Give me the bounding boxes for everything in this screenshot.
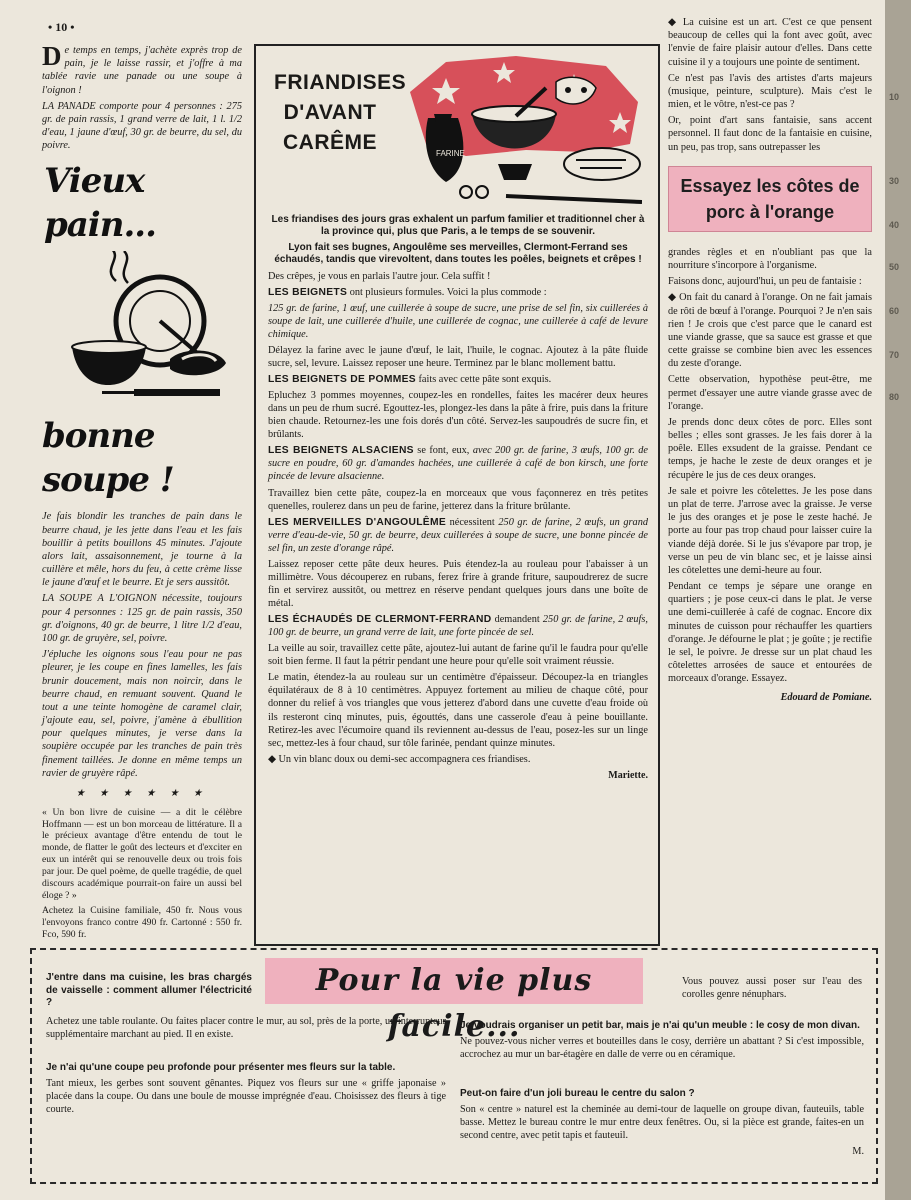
star-separator: ★ ★ ★ ★ ★ ★ <box>75 787 209 799</box>
alsaciens-paragraph: LES BEIGNETS ALSACIENS se font, eux, avec 200 gr. de farine, 3 œufs, 100 gr. de sucre en poudre, 60 gr. d'amandes hachées, une cuillerée à café de bon kirsch, une forte pincée de levure alsacienne. <box>268 445 648 483</box>
crepes-paragraph: Des crêpes, je vous en parlais l'autre jour. Cela suffit ! <box>268 270 491 282</box>
beignets-method: Délayez la farine avec le jaune d'œuf, le lait, l'huile, le cognac. Ajoutez à la pâte fluide sucre, sel, levure. Laissez reposer une heure. Terminez par le blanc mollement battu. <box>268 344 648 369</box>
svg-text:FARINE: FARINE <box>436 149 465 158</box>
question-light: J'entre dans ma cuisine, les bras chargés de vaisselle : comment allumer l'électricité ? <box>46 972 252 1009</box>
adjacent-page-edge: 10 30 40 50 60 70 80 <box>885 0 911 1200</box>
question-desk: Peut-on faire d'un joli bureau le centre du salon ? Son « centre » naturel est la cheminée au demi-tour de laquelle on groupe divan, fauteuils, table basse. Mettez le bureau contre le mur entre deux fenêtres. Ou, si la pièce est grande, faites-en un second centre, avec petit tapis et fauteuil. M. <box>460 1088 864 1157</box>
fantasy-paragraph: Or, point d'art sans fantaisie, sans accent personnel. Il faut donc de la fantaisie en cuisine, un peu, pas trop, sans outrepasser les <box>668 115 872 153</box>
carnival-pastries-illustration <box>406 52 642 210</box>
echaudes-method-2: Le matin, étendez-la au rouleau sur un centimètre d'épaisseur. Découpez-la en triangles équilatéraux de 8 à 10 centimètres. Appuyez fortement au milieu de chaque côté, pour donner du relief à vos triangles que vous jetterez d'abord dans une cuvette d'eau froide où ils resteront cinq minutes, puis, égouttés, dans une casserole d'eau à peine bouillante. Retirez-les avec l'écumoire quand ils reviennent au-dessus de l'eau, posez-les sur un linge sec, mettez-les à four chaud, sur tôle farinée, pendant quinze minutes. <box>268 672 648 749</box>
alsaciens-method: Travaillez bien cette pâte, coupez-la en morceaux que vous façonnerez en très petites quenelles, roulerez dans un peu de farine, jetterez dans la friture brûlante. <box>268 487 648 512</box>
heading-bonne-soupe: bonne soupe ! <box>42 416 174 500</box>
friandises-article-box <box>254 44 660 946</box>
pork-orange-title-box: Essayez les côtes de porc à l'orange <box>668 166 872 232</box>
answer-flowers-extra: Vous pouvez aussi poser sur l'eau des corolles genre nénuphars. <box>682 976 862 1000</box>
pommes-method: Epluchez 3 pommes moyennes, coupez-les en rondelles, faites les macérer deux heures dans un peu de rhum sucré. Egouttez-les, plongez-les dans la pâte à frire, puis dans la friture bien chaude. Retournez-les une fois dorés d'un côté. Servez-les saupoudrés de sucre fin, et brûlants. <box>268 390 648 441</box>
article-intro-1: Les friandises des jours gras exhalent un parfum familier et traditionnel cher à la province qui, plus que Paris, a le temps de se souvenir. <box>271 214 645 238</box>
left-column <box>42 41 242 943</box>
pork-step-2: Je sale et poivre les côtelettes. Je les pose dans un plat de terre. J'arrose avec la graisse. Je verse le jus des oranges et je pose le zeste haché. Je porte au four pas trop chaud pour laisser cuire la viande déjà dorée. Si le jus s'évapore par trop, je verse un peu de vin blanc sec, et je laisse ainsi les côtelettes une demi-heure au four. <box>668 485 872 576</box>
soup-bowl-illustration <box>42 251 242 409</box>
artists-paragraph: Ce n'est pas l'avis des artistes d'arts majeurs (musique, peinture, sculpture). Mais c'est le mien, et le vôtre, n'est-ce pas ? <box>668 72 872 111</box>
article-intro-2: Lyon fait ses bugnes, Angoulême ses merveilles, Clermont-Ferrand ses échaudés, tandis que virevoltent, dans toutes les poêles, beignets et crêpes ! <box>274 241 642 266</box>
article-title: FRIANDISES D'AVANT CARÊME <box>274 71 407 154</box>
pork-step-3: Pendant ce temps je sépare une orange en quartiers ; je pose ceux-ci dans le plat. Je verse une demi-cuillerée à café de cognac. Encore dix minutes de cuisson pour réchauffer les quartiers d'orange. Je défourne le plat ; je goûte ; je rectifie le sel, le poivre. Je dresse sur un plat chaud les côtelettes arrosées de sauce et entourées de morceaux d'orange. Essayez. <box>668 581 872 685</box>
lets-do-paragraph: Faisons donc, aujourd'hui, un peu de fantaisie : <box>668 276 862 288</box>
panade-ingredients: LA PANADE comporte pour 4 personnes : 275 gr. de pain rassis, 1 grand verre de lait, 1 l. 1/2 d'eau, 1 jaune d'œuf, 30 gr. de beurre, du sel, du poivre. <box>42 100 242 152</box>
pork-step-1: Je prends donc deux côtes de porc. Elles sont belles ; elles sont grasses. Je les fais dorer à la poêle. Elles exsudent de la graisse. Pendant ce temps, je hache le zeste de deux oranges et je récupère le jus de ces deux oranges. <box>668 416 872 481</box>
merveilles-paragraph: LES MERVEILLES D'ANGOULÊME nécessitent 250 gr. de farine, 2 œufs, un grand verre d'eau-de-vie, 50 gr. de beurre, deux cuillerées à soupe de sucre, une bonne pincée de sel fin, un zeste d'orange râpé. <box>268 516 648 554</box>
drop-cap: D <box>42 41 62 71</box>
easier-life-box <box>30 948 878 1184</box>
easier-life-title: Pour la vie plus facile... <box>265 958 643 1004</box>
heading-vieux-pain: Vieux pain... <box>44 161 156 245</box>
echaudes-method-1: La veille au soir, travaillez cette pâte, ajoutez-lui autant de farine qu'il le faudra pour qu'elle soit bien ferme. Il faut la pétrir pendant une heure pour qu'elle soit vraiment réussie. <box>268 643 648 668</box>
intro-paragraph: De temps en temps, j'achète exprès trop de pain, je le laisse rassir, et j'offre à ma tablée ravie une panade ou une soupe à l'oignon ! <box>42 41 242 96</box>
rules-paragraph: grandes règles et en n'oubliant pas que la nourriture s'incorpore à l'organisme. <box>668 246 872 272</box>
wine-note: ◆ Un vin blanc doux ou demi-sec accompagnera ces friandises. <box>268 753 531 765</box>
book-advert: Achetez la Cuisine familiale, 450 fr. Nous vous l'envoyons franco contre 490 fr. Cartonné : 550 fr. Fco, 590 fr. <box>42 904 242 940</box>
duck-paragraph: ◆ On fait du canard à l'orange. On ne fait jamais de rôti de bœuf à l'orange. Pourquoi ? Je n'en sais rien ! Je crois que c'est parce que le canard est une viande grasse, que sa sauce est grasse et que cette graisse se combine bien avec les essences du zeste d'orange. <box>668 292 872 370</box>
onion-soup-method: J'épluche les oignons sous l'eau pour ne pas pleurer, je les coupe en fines lamelles, les fais brunir doucement, mais non noircir, dans le beurre chaud, en remuant souvent. Quand le tout a une teinte homogène de caramel clair, j'ajoute eau, sel, poivre, j'amène à ébullition pour quelques minutes, je verse dans la soupière occupée par les tranches de pain très finement taillées. Je donne en même temps un ravier de gruyère râpé. <box>42 649 242 779</box>
question-bar: Je voudrais organiser un petit bar, mais je n'ai qu'un meuble : le cosy de mon divan. Ne pouvez-vous nicher verres et bouteilles dans le cosy, derrière un abattant ? Si c'est impossible, accrochez au mur un bar-étagère en dalle de verre ou en céramique. <box>460 1020 864 1060</box>
answer-light: Achetez une table roulante. Ou faites placer contre le mur, au sol, près de la porte, un interrupteur supplémentaire marchant au pied. Il en existe. <box>46 1016 446 1040</box>
question-flowers: Je n'ai qu'une coupe peu profonde pour présenter mes fleurs sur la table. Tant mieux, les gerbes sont souvent gênantes. Piquez vos fleurs sur une « griffe japonaise » placée dans la coupe. Ou dans une boule de mousse imprégnée d'eau. Choisissez des fleurs à tige courte. <box>46 1062 446 1115</box>
panade-method: Je fais blondir les tranches de pain dans le beurre chaud, je les jette dans l'eau et les fais bouillir à petits bouillons 45 minutes. J'ajoute alors lait, assaisonnement, je tourne à la cuillère et mêle, hors du feu, à cette crème lisse le jaune d'œuf et le beurre. Et je sers aussitôt. <box>42 511 242 589</box>
merveilles-method: Laissez reposer cette pâte deux heures. Puis étendez-la au rouleau pour l'abaisser à un millimètre. Vous découperez en rubans, ferez frire à grande friture, saupoudrerez de sucre fin et servirez aussitôt, ou mettrez en réserve pendant quelques jours dans une boîte de métal. <box>268 558 648 609</box>
page-number: • 10 • <box>48 20 75 34</box>
article-body <box>268 214 648 782</box>
hypothesis-paragraph: Cette observation, hypothèse peut-être, me permet d'essayer une autre viande grasse avec de l'orange. <box>668 374 872 412</box>
art-paragraph: ◆ La cuisine est un art. C'est ce que pensent beaucoup de celles qui la font avec goût, avec l'envie de faire plaisir autour d'elles. Dans cette cuisine il y a toujours une pointe de sentiment. <box>668 17 872 68</box>
right-column <box>668 16 872 704</box>
hoffmann-quote: « Un bon livre de cuisine — a dit le célèbre Hoffmann — est un bon morceau de littérature. Il a le précieux avantage d'être entendu de tout le monde, de flatter le goût des lecteurs et d'exciter en eux un intérêt qui se renouvelle deux ou trois fois par jour. De quel poème, de quelle tragédie, de quel discours académique pourrait-on faire un aussi bel éloge ? » <box>42 806 242 901</box>
beignets-ingredients: 125 gr. de farine, 1 œuf, une cuillerée à soupe de sucre, une prise de sel fin, six cuillerées à soupe de lait, une cuillerée d'huile, une cuillerée de cognac, une cuillerée à café de levure chimique. <box>268 302 648 340</box>
pommes-paragraph: LES BEIGNETS DE POMMES faits avec cette pâte sont exquis. <box>268 374 552 385</box>
onion-soup-ingredients: LA SOUPE A L'OIGNON nécessite, toujours pour 4 personnes : 125 gr. de pain rassis, 350 gr. d'oignons, 40 gr. de beurre, 1 litre 1/2 d'eau, 100 gr. de gruyère, sel, poivre. <box>42 593 242 644</box>
echaudes-paragraph: LES ÉCHAUDÉS DE CLERMONT-FERRAND demandent 250 gr. de farine, 2 œufs, 100 gr. de beurre, un grand verre de lait, une forte pincée de sel. <box>268 614 649 639</box>
beignets-paragraph: LES BEIGNETS ont plusieurs formules. Voici la plus commode : <box>268 286 547 298</box>
author-signature: Edouard de Pomiane. <box>780 692 872 704</box>
article-signature: Mariette. <box>608 769 648 781</box>
